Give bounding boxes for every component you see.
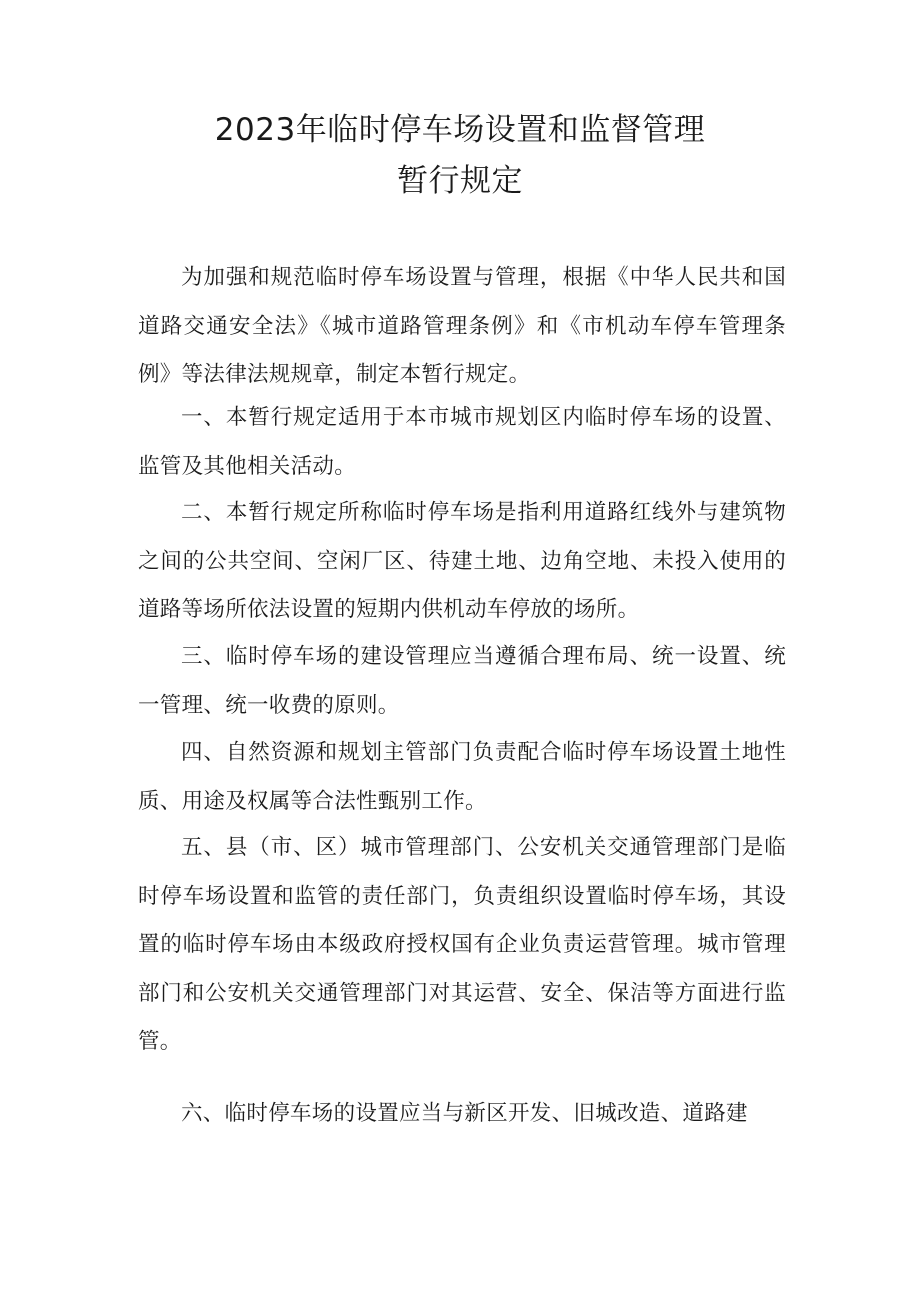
paragraph-article-6: 六、临时停车场的设置应当与新区开发、旧城改造、道路建 bbox=[181, 1101, 748, 1126]
document-title-line1: 2023年临时停车场设置和监督管理 bbox=[214, 112, 706, 148]
paragraph-article-5: 五、县（市、区）城市管理部门、公安机关交通管理部门是临时停车场设置和监管的责任部门，负责组织设置临时停车场，其设置的临时停车场由本级政府授权国有企业负责运营管理。城市管理部门和公安机关交通管理部门对其运营、安全、保洁等方面进行监管。 bbox=[138, 835, 786, 1055]
paragraph-preamble: 为加强和规范临时停车场设置与管理，根据《中华人民共和国道路交通安全法》《城市道路管理条例》和《市机动车停车管理条例》等法律法规规章，制定本暂行规定。 bbox=[138, 265, 786, 388]
paragraph-article-4: 四、自然资源和规划主管部门负责配合临时停车场设置土地性质、用途及权属等合法性甄别工作。 bbox=[138, 740, 786, 814]
document-title-line2: 暂行规定 bbox=[397, 163, 523, 199]
paragraph-article-3: 三、临时停车场的建设管理应当遵循合理布局、统一设置、统一管理、统一收费的原则。 bbox=[138, 644, 786, 718]
paragraph-article-2: 二、本暂行规定所称临时停车场是指利用道路红线外与建筑物之间的公共空间、空闲厂区、待建土地、边角空地、未投入使用的道路等场所依法设置的短期内供机动车停放的场所。 bbox=[138, 500, 786, 623]
paragraph-article-1: 一、本暂行规定适用于本市城市规划区内临时停车场的设置、监管及其他相关活动。 bbox=[138, 405, 786, 479]
